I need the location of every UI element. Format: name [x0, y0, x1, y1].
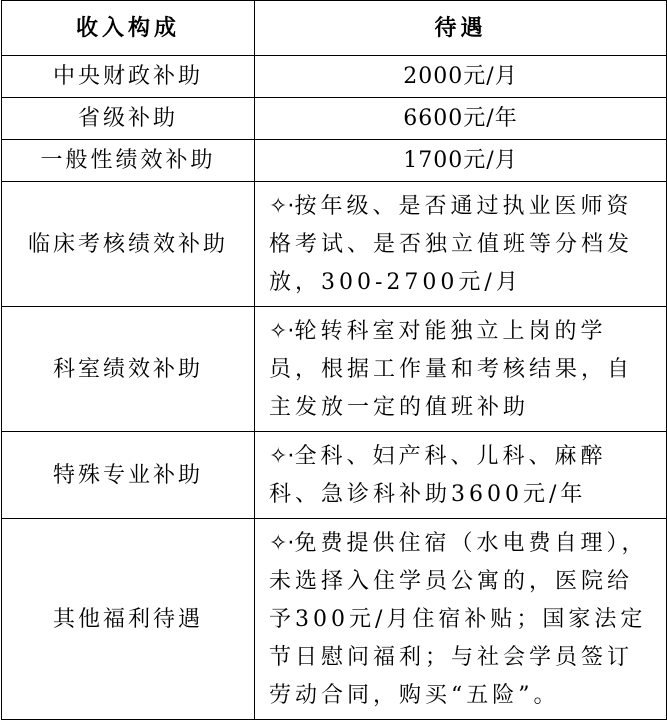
row-item-description	[255, 432, 667, 519]
row-item-label: 临床考核绩效补助	[2, 182, 255, 307]
row-item-value: 6600元/年	[255, 98, 667, 140]
row-item-value: 1700元/月	[255, 140, 667, 182]
row-item-label: 省级补助	[2, 98, 255, 140]
table-row	[2, 56, 667, 98]
row-item-label: 科室绩效补助	[2, 307, 255, 432]
row-item-label: 其他福利待遇	[2, 519, 255, 720]
header-row	[2, 1, 667, 56]
bullet-icon: ✧·	[269, 444, 295, 469]
table-row	[2, 182, 667, 307]
bullet-icon: ✧·	[269, 319, 295, 344]
table-row	[2, 98, 667, 140]
bullet-icon: ✧·	[269, 194, 295, 219]
table-row	[2, 140, 667, 182]
table-row	[2, 307, 667, 432]
row-item-value: 2000元/月	[255, 56, 667, 98]
row-item-label: 中央财政补助	[2, 56, 255, 98]
row-item-value: 轮转科室对能独立上岗的学员，根据工作量和考核结果，自主发放一定的值班补助	[269, 319, 634, 420]
benefits-table	[1, 0, 667, 720]
row-item-description	[255, 519, 667, 720]
row-item-description	[255, 182, 667, 307]
row-item-value: 全科、妇产科、儿科、麻醉科、急诊科补助3600元/年	[269, 444, 607, 507]
row-item-label: 特殊专业补助	[2, 432, 255, 519]
row-item-description	[255, 307, 667, 432]
row-item-label: 一般性绩效补助	[2, 140, 255, 182]
row-item-value: 按年级、是否通过执业医师资格考试、是否独立值班等分档发放，300-2700元/月	[269, 194, 634, 295]
header-income-composition: 收入构成	[2, 1, 255, 56]
table-row	[2, 432, 667, 519]
header-treatment: 待遇	[255, 1, 667, 56]
bullet-icon: ✧·	[269, 531, 295, 556]
table-row	[2, 519, 667, 720]
row-item-value: 免费提供住宿（水电费自理），未选择入住学员公寓的，医院给予300元/月住宿补贴；国家法定节日慰问福利；与社会学员签订劳动合同，购买“五险”。	[269, 531, 648, 708]
